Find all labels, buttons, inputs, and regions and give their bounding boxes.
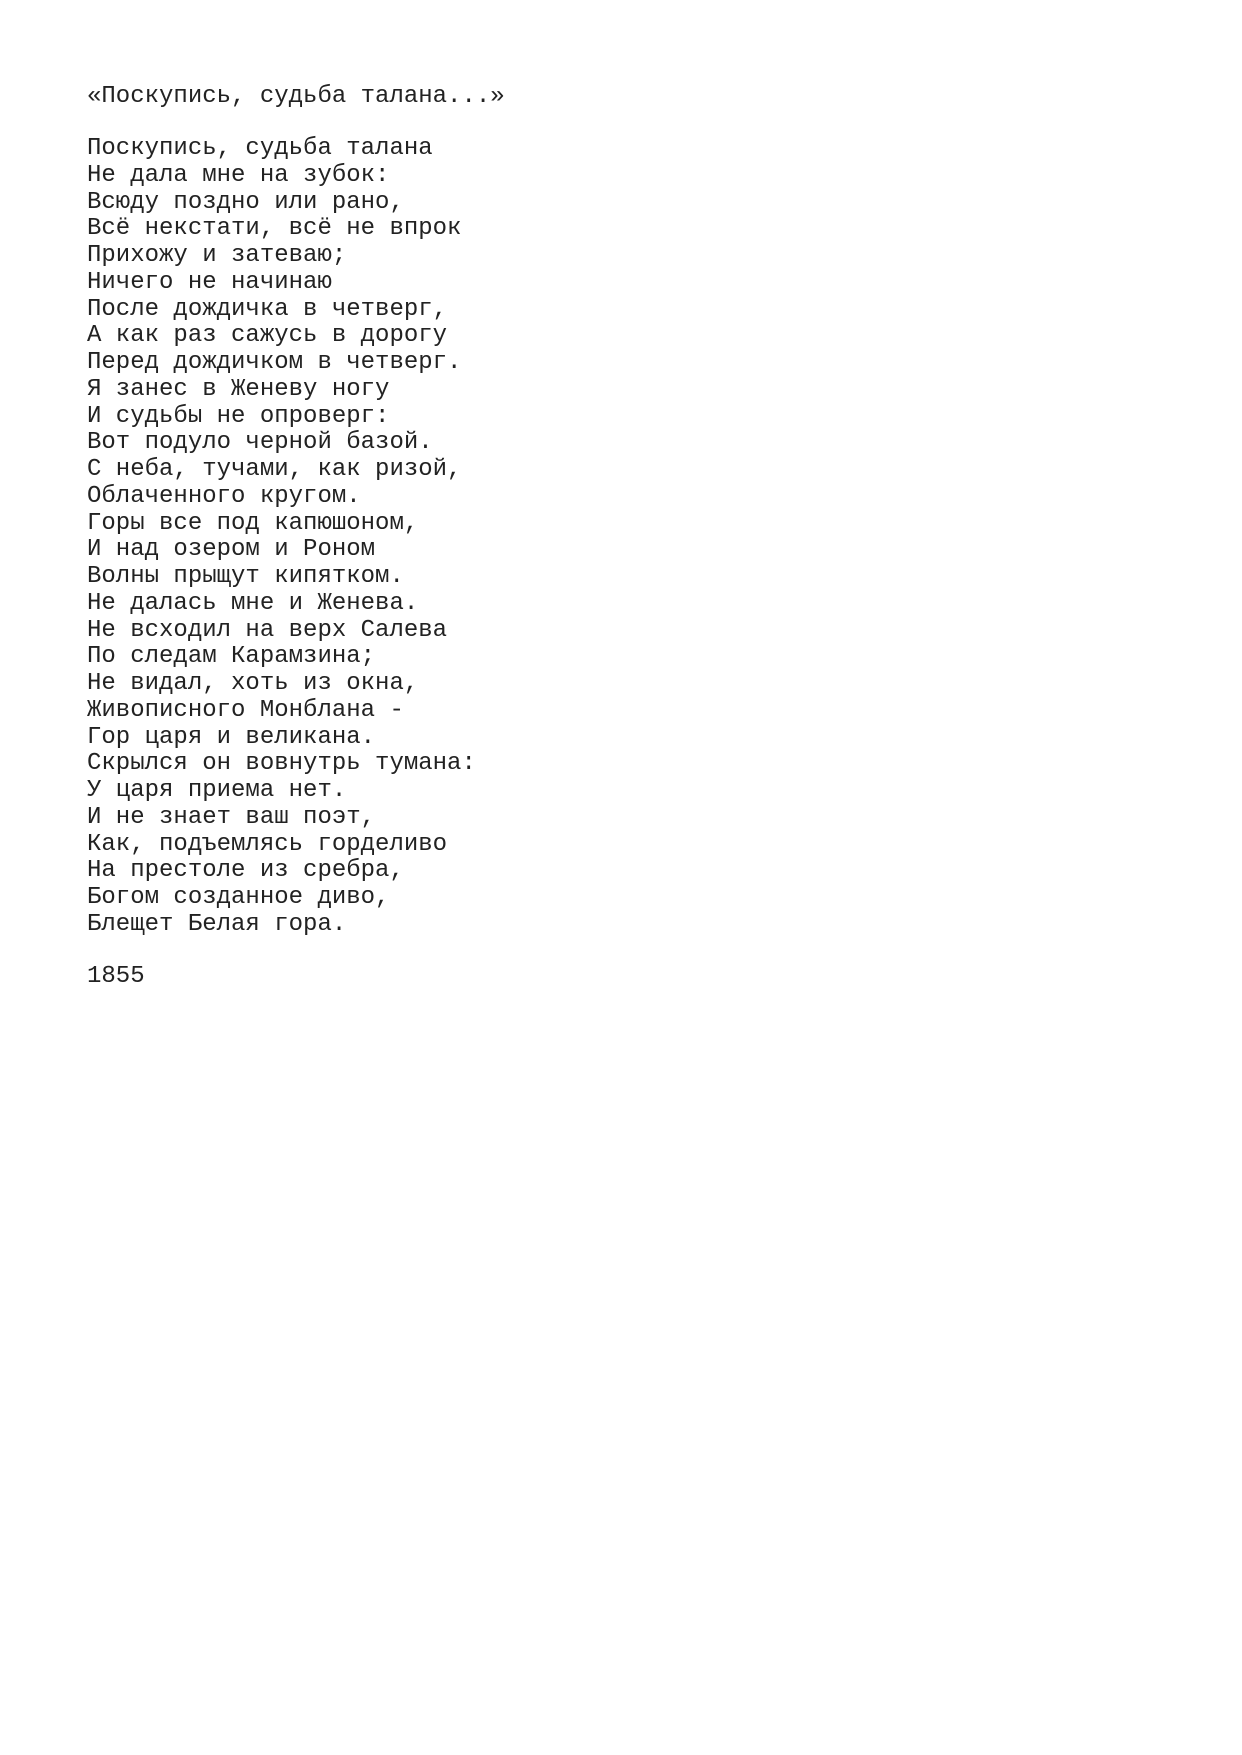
poem-line: Всё некстати, всё не впрок — [87, 215, 462, 243]
poem-line: Облаченного кругом. — [87, 482, 361, 510]
poem-line: По следам Карамзина; — [87, 643, 376, 671]
poem-year: 1855 — [87, 963, 145, 990]
poem-title: «Поскупись, судьба талана...» — [87, 83, 505, 110]
poem-line: Не дала мне на зубок: — [87, 161, 390, 189]
poem-line: После дождичка в четверг, — [87, 295, 448, 323]
poem-line: У царя приема нет. — [87, 777, 347, 804]
poem-line: Горы все под капюшоном, — [87, 509, 419, 537]
poem-line: Богом созданное диво, — [87, 884, 390, 911]
poem-line: С неба, тучами, как ризой, — [87, 456, 462, 483]
poem-line: И не знает ваш поэт, — [87, 803, 376, 831]
poem-line: Как, подъемлясь горделиво — [87, 830, 448, 858]
poem-line: Гор царя и великана. — [87, 723, 376, 751]
poem-line: Прихожу и затеваю; — [87, 242, 347, 269]
poem-line: Блещет Белая гора. — [87, 910, 347, 938]
poem-line: Вот подуло черной базой. — [87, 429, 433, 457]
poem-line: Всюду поздно или рано, — [87, 188, 404, 216]
poem-line: Волны прыщут кипятком. — [87, 563, 404, 590]
poem-line: Не видал, хоть из окна, — [87, 670, 419, 697]
poem-line: И судьбы не опроверг: — [87, 402, 390, 430]
poem-line: Живописного Монблана - — [87, 696, 404, 724]
poem-line: Не далась мне и Женева. — [87, 589, 419, 617]
poem-line: Поскупись, судьба талана — [87, 135, 433, 162]
poem-line: На престоле из сребра, — [87, 857, 404, 885]
poem-line: Перед дождичком в четверг. — [87, 349, 462, 376]
poem-body — [87, 136, 476, 939]
poem-line: Я занес в Женеву ногу — [87, 375, 390, 403]
poem-line: И над озером и Роном — [87, 536, 376, 564]
poem-line: Ничего не начинаю — [87, 268, 332, 296]
poem-line: Не всходил на верх Салева — [87, 616, 448, 644]
poem-line: Скрылся он вовнутрь тумана: — [87, 750, 476, 778]
poem-line: А как раз сажусь в дорогу — [87, 322, 448, 350]
